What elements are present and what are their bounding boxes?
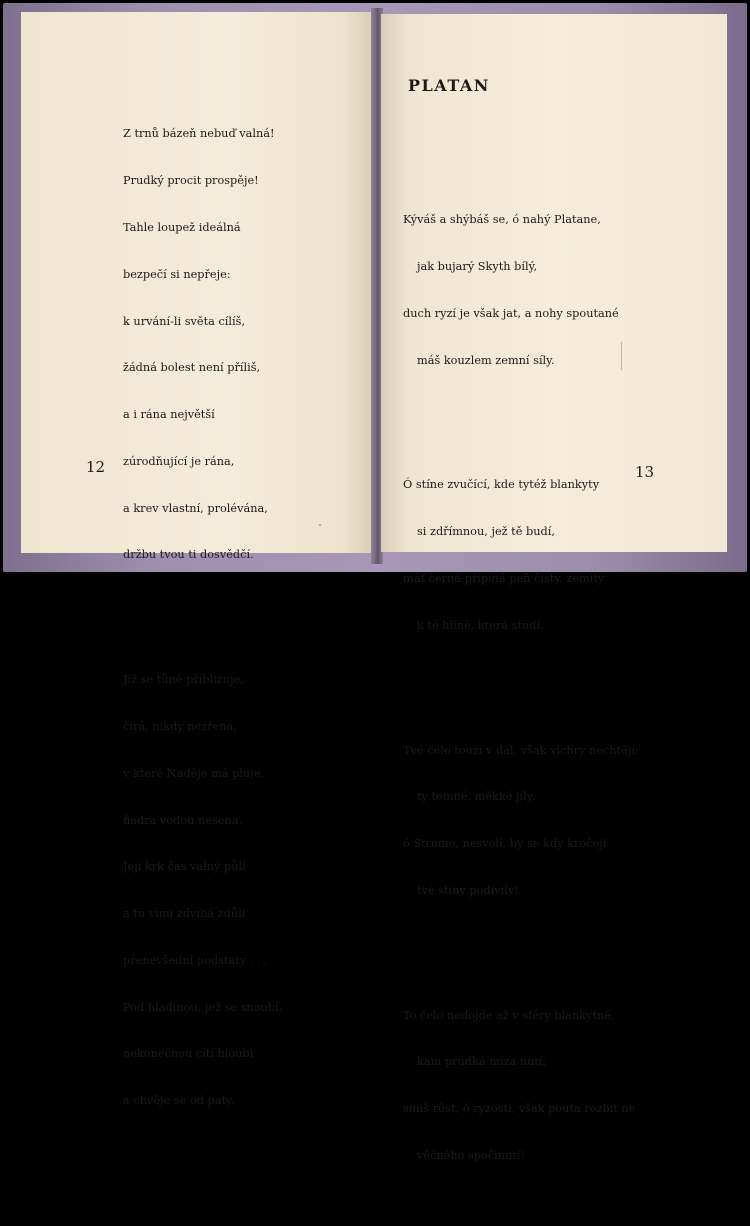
- poem-line: Pod hladinou, jež se snoubí,: [123, 1000, 283, 1014]
- poem-line: zúrodňující je rána,: [123, 454, 235, 468]
- left-poem: [123, 64, 282, 1171]
- paper-mark: [621, 342, 622, 370]
- poem-line: Tahle loupež ideálná: [123, 220, 241, 234]
- poem-line: čirá, nikdy nezřená,: [123, 719, 237, 733]
- poem-line: máť černá připíná peň čistý, zemitý: [403, 572, 605, 586]
- poem-line: si zdřímnou, jež tě budí,: [417, 525, 555, 539]
- poem-line: duch ryzí je však jat, a nohy spoutané: [403, 306, 619, 320]
- poem-line: ty temné, měkké jíly,: [417, 790, 536, 804]
- poem-line: Tvé čelo touží v dál, však vichry nechtějí;: [403, 743, 639, 757]
- poem-line: kam prudká míza nutí;: [417, 1055, 547, 1069]
- poem-line: k urvání-li světa cílíš,: [123, 314, 246, 328]
- poem-line: nekonečnou cítí hloubi: [123, 1047, 254, 1061]
- poem-line: přenevšední podstaty . . .: [123, 953, 268, 967]
- page-number: 13: [635, 463, 655, 481]
- poem-stanza: [123, 95, 282, 594]
- poem-line: Prudký procit prospěje!: [123, 174, 259, 188]
- poem-stanza: [403, 446, 639, 664]
- page-number: 12: [86, 458, 106, 476]
- poem-line: Její krk čas valný půlí: [123, 860, 246, 874]
- poem-line: věčného spočinutí!: [417, 1149, 526, 1162]
- poem-line: Kýváš a shýbáš se, ó nahý Platane,: [403, 213, 601, 227]
- poem-line: Z trnů bázeň nebuď valná!: [123, 127, 275, 141]
- poem-title: PLATAN: [408, 76, 490, 95]
- poem-line: v které Naděje má pluje,: [123, 766, 264, 780]
- right-poem: [403, 150, 639, 1226]
- poem-line: a chvěje se od paty.: [123, 1094, 235, 1108]
- paper-speck: [319, 524, 321, 526]
- poem-line: držbu tvou ti dosvědčí.: [123, 548, 254, 562]
- poem-line: k té hlíně, která studí.: [417, 618, 544, 632]
- poem-line: To čelo nedojde až v sféry blankytné,: [403, 1008, 615, 1022]
- poem-line: jak bujarý Skyth bílý,: [417, 260, 538, 274]
- poem-line: bezpečí si nepřeje:: [123, 267, 231, 281]
- poem-line: smíš růst, ó ryzosti, však pouta rozbít ne: [403, 1102, 636, 1116]
- poem-line: a i rána největší: [123, 408, 215, 422]
- poem-stanza: [403, 181, 639, 399]
- poem-line: a tu vlnu zdvihá zdůli: [123, 907, 246, 921]
- poem-stanza: [403, 711, 639, 929]
- poem-line: tvé stíny podivily!: [417, 883, 519, 897]
- poem-line: Již se tůně přibližuje,: [123, 673, 244, 687]
- poem-stanza: [403, 976, 639, 1194]
- left-page: [21, 12, 373, 1108]
- poem-line: ňadra vodou nesena.: [123, 813, 243, 827]
- poem-stanza: [123, 641, 282, 1140]
- right-page: [381, 14, 727, 1162]
- poem-line: ó Strome, nesvolí, by se kdy kročeji: [403, 837, 607, 851]
- poem-line: žádná bolest není příliš,: [123, 361, 261, 375]
- poem-line: Ó stíne zvučící, kde tytéž blankyty: [403, 478, 600, 492]
- poem-line: máš kouzlem zemní síly.: [417, 353, 555, 367]
- poem-line: a krev vlastní, prolévána,: [123, 501, 268, 515]
